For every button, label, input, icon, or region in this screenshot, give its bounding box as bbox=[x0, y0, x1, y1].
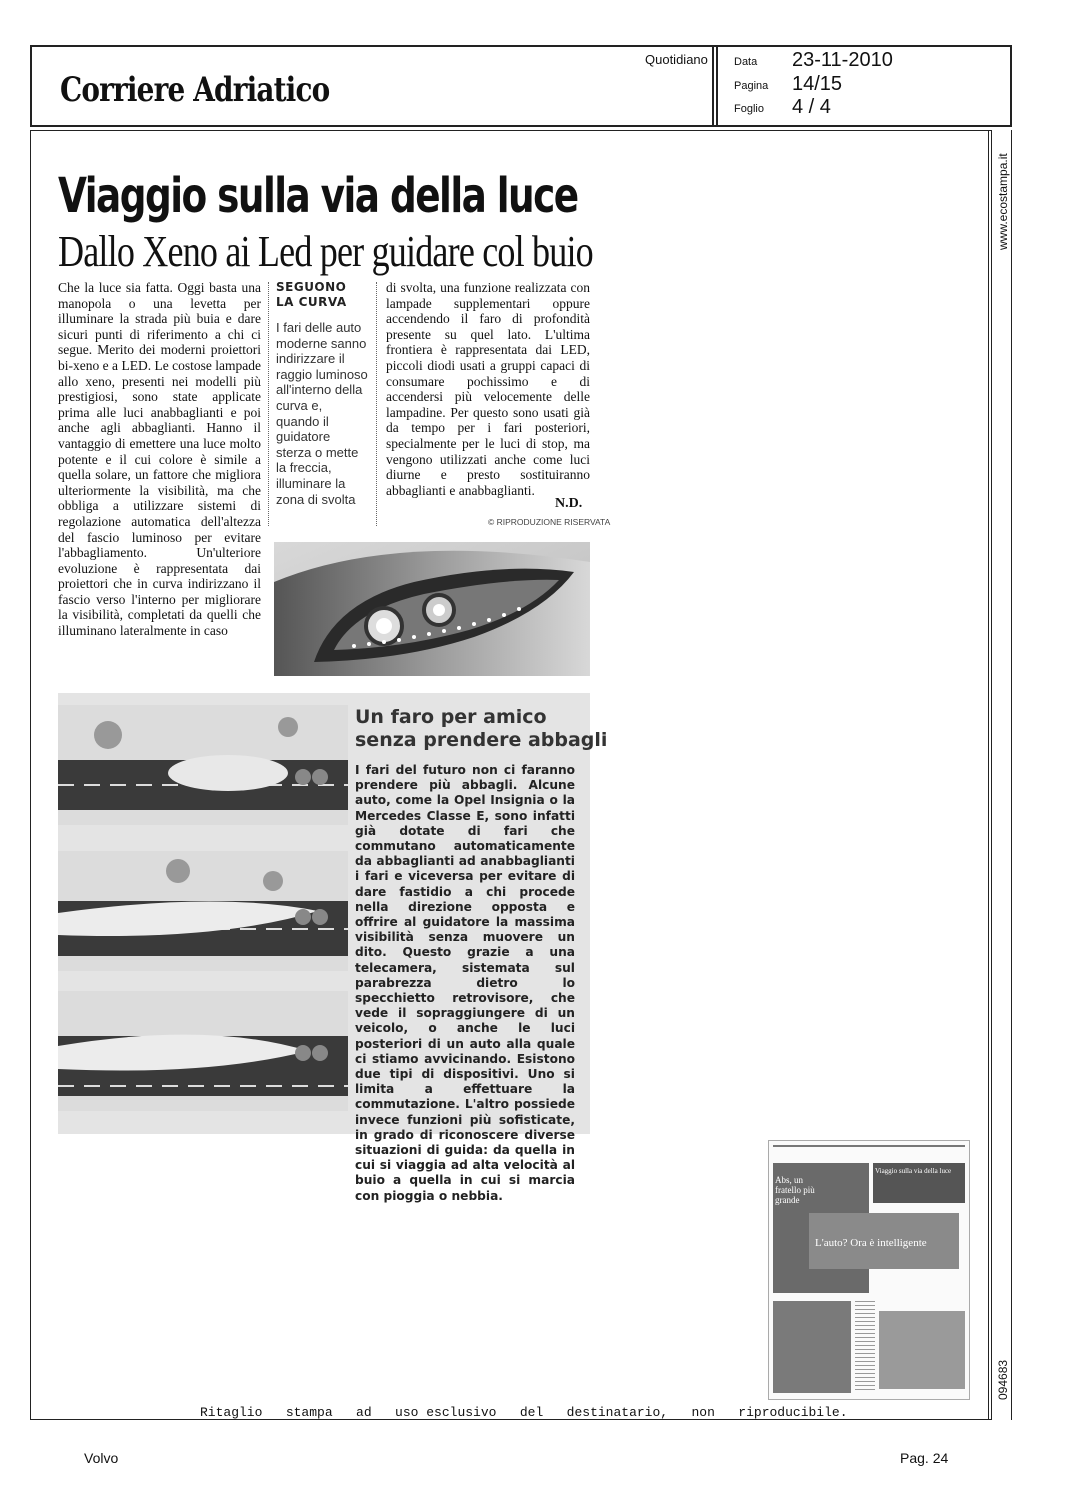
article-subheadline: Dallo Xeno ai Led per guidare col buio bbox=[58, 227, 593, 276]
article-headline: Viaggio sulla via della luce bbox=[58, 168, 578, 224]
box-title bbox=[355, 706, 607, 752]
clipping-note: Ritaglio stampa ad uso esclusivo del destinatario, non riproducibile. bbox=[200, 1405, 848, 1420]
sidebar-kicker-line-1: SEGUONO bbox=[276, 280, 347, 294]
sidebar-text: I fari delle auto moderne sanno indirizzare il raggio luminoso all'interno della curva e, quando il guidatore sterza o mette la freccia, illuminare la zona di svolta bbox=[276, 320, 368, 507]
page-thumbnail bbox=[768, 1140, 970, 1400]
date-label: Data bbox=[734, 56, 758, 68]
client-name: Volvo bbox=[84, 1450, 119, 1466]
beam-illustration-2 bbox=[58, 851, 348, 971]
headlight-photo bbox=[274, 542, 590, 676]
article-column-1: Che la luce sia fatta. Oggi basta una manopola o una levetta per illuminare la strada più buia e dare sicuri punti di riferimento a chi ci segue. Merito dei moderni proiettori bi-xeno e a LED. Le costose lampade allo xeno, presenti nei modelli più prestigiosi, sono state applicate prima alle luci anabbaglianti e poi anche agli abbaglianti. Hanno il vantaggio di emettere una luce molto potente e il cui colore è simile a quella solare, un fattore che migliora ulteriormente la visibilità, ma che obbliga a utilizzare sistemi di regolazione automatica dell'altezza del fascio luminoso per evitare l'abbagliamento. Un'ulteriore evoluzione è rappresentata dai proiettori che in curva indirizzano il fascio verso l'interno per migliorare la visibilità, completati da quelli che illuminano lateralmente in caso bbox=[58, 280, 261, 639]
newspaper-name: Corriere Adriatico bbox=[60, 70, 330, 110]
column-divider bbox=[376, 282, 377, 526]
publication-type: Quotidiano bbox=[645, 52, 708, 67]
website-vertical: www.ecostampa.it bbox=[996, 153, 1010, 250]
page-value: 14/15 bbox=[792, 73, 843, 95]
box-title-line-1: Un faro per amico bbox=[355, 706, 547, 728]
rights-notice: © RIPRODUZIONE RISERVATA bbox=[488, 517, 611, 527]
header-divider bbox=[712, 45, 718, 127]
sidebar-column bbox=[276, 280, 368, 507]
thumbnail-headline-2: L'auto? Ora è intelligente bbox=[815, 1237, 927, 1249]
code-vertical: 094683 bbox=[996, 1359, 1010, 1400]
sidebar-kicker-line-2: LA CURVA bbox=[276, 295, 347, 309]
page-label: Pagina bbox=[734, 80, 769, 92]
page-number: Pag. 24 bbox=[900, 1450, 949, 1466]
thumbnail-headline-1: Abs, un fratello più grande bbox=[775, 1175, 815, 1205]
box-text: I fari del futuro non ci faranno prendere più abbagli. Alcune auto, come la Opel Insignia o la Mercedes Classe E, sono infatti già dotate di fari che commutano automaticamente da abbaglianti ad anabbaglianti i fari e viceversa per evitare di dare fastidio a chi procede nella direzione opposta e offrire al guidatore la massima visibilità senza muovere un dito. Questo grazie a una telecamera, sistemata sul parabrezza dietro lo specchietto retrovisore, che vede il sopraggiungere di un veicolo, o anche le luci posteriori di un auto alla quale ci stiamo avvicinando. Esistono due tipi di dispositivi. Uno si limita a effettuare la commutazione. L'altro possiede invece funzioni più sofisticate, in grado di riconoscere diverse situazioni di guida: da quella in cui si viaggia ad alta velocità al buio a quella in cui si marcia con pioggia o nebbia. bbox=[355, 763, 575, 1203]
column-divider bbox=[268, 282, 269, 526]
side-strip bbox=[988, 130, 1012, 1420]
date-value: 23-11-2010 bbox=[792, 49, 893, 71]
box-title-line-2: senza prendere abbagli bbox=[355, 729, 608, 751]
beam-illustration-1 bbox=[58, 705, 348, 825]
author-signature: N.D. bbox=[555, 496, 583, 511]
sheet-value: 4 / 4 bbox=[792, 96, 831, 118]
article-column-3: di svolta, una funzione realizzata con lampade supplementari oppure accendendo il faro di profondità presente su quel lato. L'ultima frontiera è rappresentata dai LED, piccoli diodi usati a gruppi capaci di consumare pochissimo e di accendersi più velocemente delle lampadine. Per questo sono usati già da tempo per i fari posteriori, specialmente per le luci di stop, ma vengono utilizzati anche come luci diurne e presto sostituiranno abbaglianti e anabbaglianti. bbox=[386, 280, 590, 498]
sidebar-kicker bbox=[276, 280, 368, 310]
thumbnail-headline-3: Viaggio sulla via della luce bbox=[875, 1167, 952, 1175]
sheet-label: Foglio bbox=[734, 103, 764, 115]
frame-top-rule bbox=[30, 130, 992, 131]
beam-illustration-3 bbox=[58, 991, 348, 1111]
